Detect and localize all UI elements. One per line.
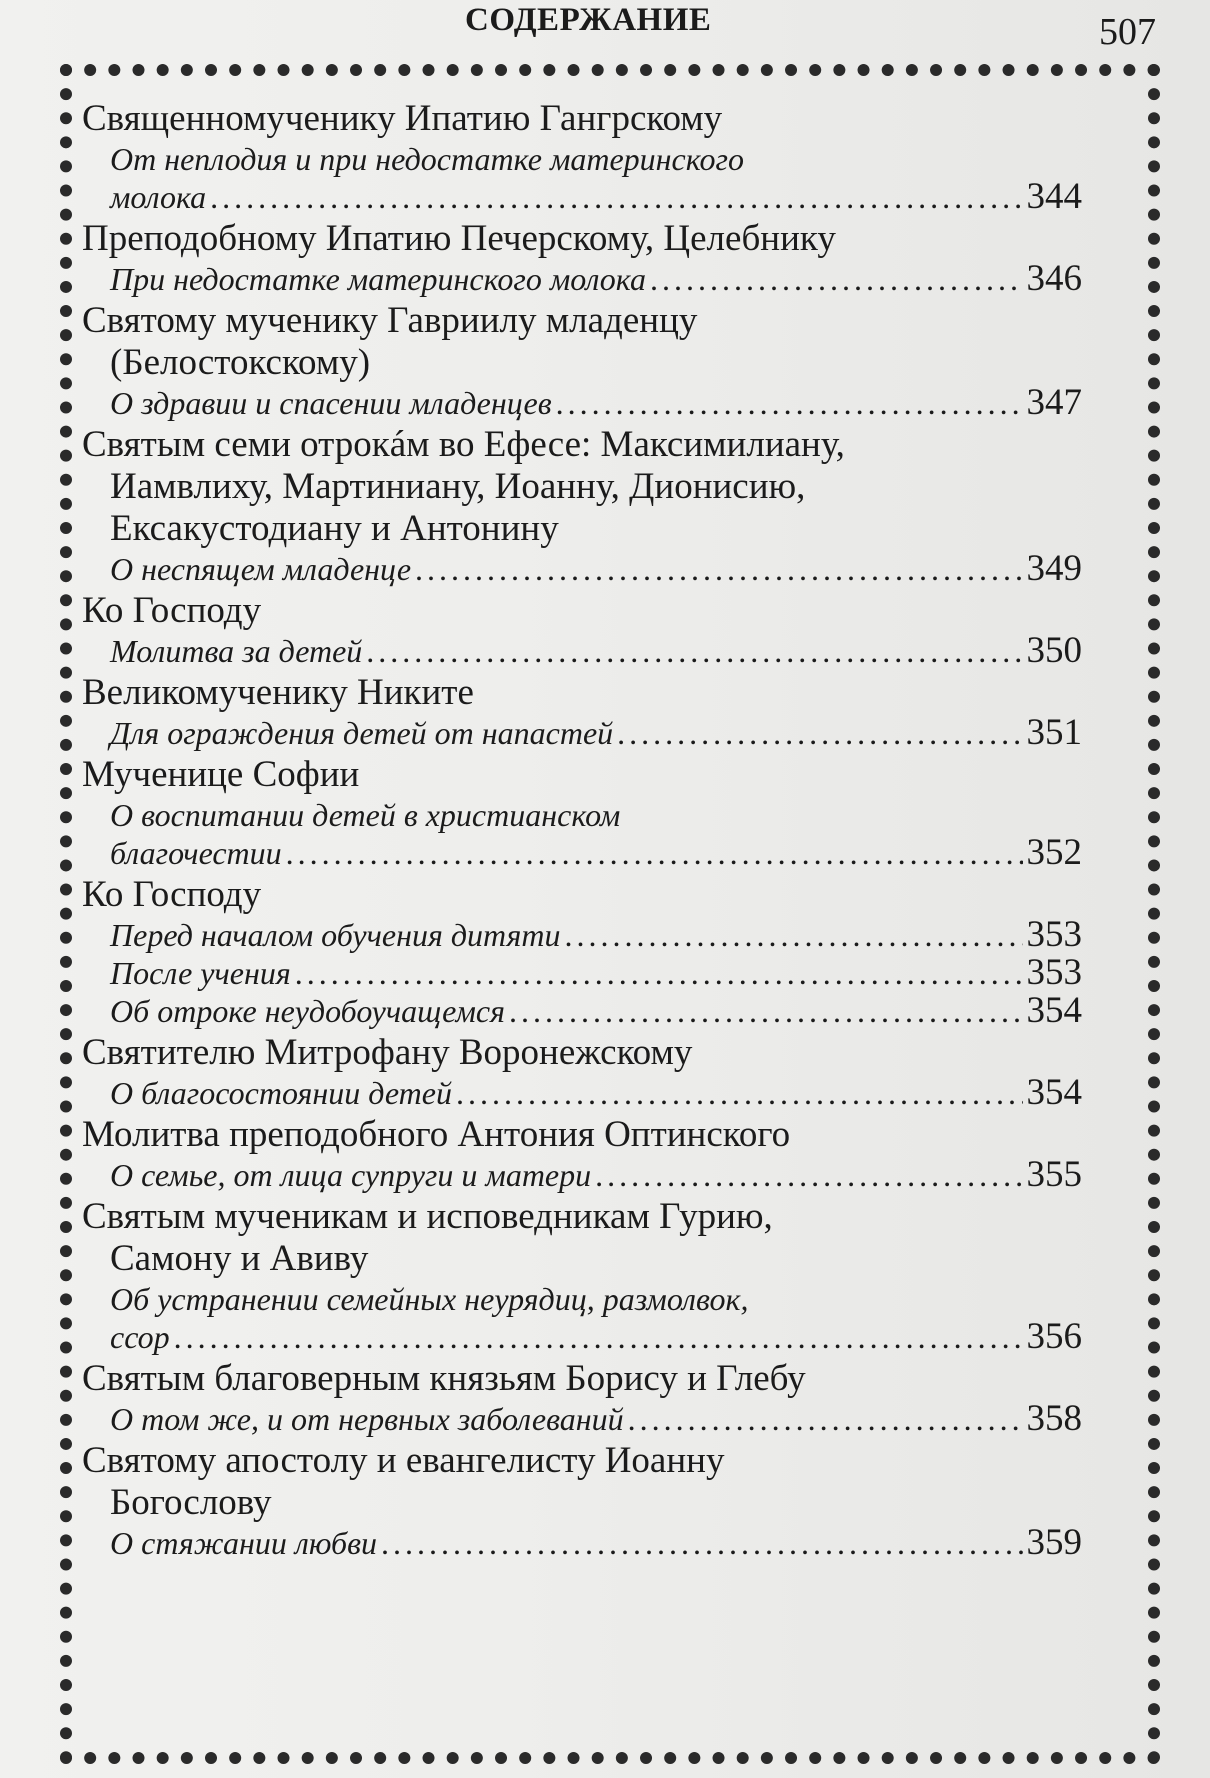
dot-leader [628, 1400, 1023, 1438]
toc-heading [82, 218, 1082, 260]
toc-heading-line: Молитва преподобного Антония Оптинского [82, 1114, 791, 1155]
toc-heading [82, 1358, 1082, 1400]
toc-heading [82, 424, 1082, 550]
toc-heading-line: Священномученику Ипатию Гангрскому [82, 98, 723, 139]
dot-leader [595, 1156, 1022, 1194]
dot-leader [456, 1074, 1023, 1112]
dot-leader [617, 714, 1022, 752]
toc-heading [82, 1196, 1082, 1280]
toc-item-page: 358 [1026, 1398, 1082, 1439]
toc-entry [82, 98, 1082, 216]
dot-leader [556, 384, 1023, 422]
toc-heading-line: Святым семи отрокáм во Ефесе: Максимилиану, [82, 424, 845, 465]
toc-item-text: Для ограждения детей от напастей [110, 715, 614, 751]
toc-item-page: 349 [1026, 548, 1082, 589]
toc-item-page: 352 [1026, 832, 1082, 873]
toc-item-text: О том же, и от нервных заболеваний [110, 1401, 624, 1437]
toc-item-text: благочестии [110, 835, 282, 871]
toc-heading-line: (Белостокскому) [110, 342, 371, 383]
dot-leader [174, 1318, 1023, 1356]
toc-entry [82, 754, 1082, 872]
toc-item-text-line: Об устранении семейных неурядиц, размолвок, [110, 1281, 749, 1317]
toc-heading-line: Ексакустодиану и Антонину [110, 508, 559, 549]
toc-heading-line: Преподобному Ипатию Печерскому, Целебнику [82, 218, 836, 259]
toc-item-page: 354 [1026, 990, 1082, 1031]
dot-leader [210, 178, 1022, 216]
toc-heading-line: Ко Господу [82, 874, 262, 915]
toc-entry [82, 672, 1082, 752]
table-of-contents [82, 96, 1082, 1562]
dot-leader [295, 954, 1023, 992]
toc-item-page: 353 [1026, 952, 1082, 993]
toc-item-page: 350 [1026, 630, 1082, 671]
toc-item-text: ссор [110, 1319, 170, 1355]
toc-heading-line: Святым мученикам и исповедникам Гурию, [82, 1196, 773, 1237]
toc-item [82, 1524, 1082, 1562]
toc-entry [82, 1196, 1082, 1356]
toc-item-page: 351 [1026, 712, 1082, 753]
toc-item-page: 354 [1026, 1072, 1082, 1113]
toc-entry [82, 1440, 1082, 1562]
toc-item-text: молока [110, 179, 207, 215]
toc-heading-line: Святому апостолу и евангелисту Иоанну [82, 1440, 725, 1481]
toc-item [82, 384, 1082, 422]
toc-item-text: О семье, от лица супруги и матери [110, 1157, 592, 1193]
toc-item-page: 347 [1026, 382, 1082, 423]
toc-heading [82, 98, 1082, 140]
toc-entry [82, 1114, 1082, 1194]
toc-item-page: 353 [1026, 914, 1082, 955]
toc-item-page: 344 [1026, 176, 1082, 217]
toc-heading-line: Самону и Авиву [110, 1238, 369, 1279]
dot-leader [509, 992, 1023, 1030]
toc-heading-line: Святому мученику Гавриилу младенцу [82, 300, 698, 341]
toc-item-text-line: От неплодия и при недостатке материнского [110, 141, 744, 177]
toc-item-page: 356 [1026, 1316, 1082, 1357]
toc-heading [82, 754, 1082, 796]
toc-heading [82, 590, 1082, 632]
toc-item-text: Перед началом обучения дитяти [110, 917, 561, 953]
toc-item [82, 632, 1082, 670]
toc-heading-line: Ко Господу [82, 590, 262, 631]
toc-heading [82, 672, 1082, 714]
toc-heading [82, 1032, 1082, 1074]
dot-leader [415, 550, 1022, 588]
toc-entry [82, 424, 1082, 588]
toc-heading [82, 1440, 1082, 1524]
toc-item-text: Молитва за детей [110, 633, 363, 669]
toc-item [82, 992, 1082, 1030]
toc-entry [82, 1358, 1082, 1438]
dot-leader [366, 632, 1022, 670]
toc-entry [82, 590, 1082, 670]
toc-item-text: О благосостоянии детей [110, 1075, 452, 1111]
toc-item-text: О стяжании любви [110, 1525, 377, 1561]
toc-item [82, 714, 1082, 752]
toc-entry [82, 300, 1082, 422]
toc-item [82, 834, 1082, 872]
dot-leader [565, 916, 1023, 954]
toc-item [82, 178, 1082, 216]
toc-item-text: О здравии и спасении младенцев [110, 385, 552, 421]
toc-item [82, 1074, 1082, 1112]
toc-item [82, 550, 1082, 588]
toc-item [82, 1156, 1082, 1194]
toc-entry [82, 874, 1082, 1030]
toc-heading-line: Мученице Софии [82, 754, 360, 795]
toc-item-page: 355 [1026, 1154, 1082, 1195]
toc-item-text: Об отроке неудобоучащемся [110, 993, 505, 1029]
dot-leader [286, 834, 1023, 872]
dot-leader [650, 260, 1023, 298]
toc-item [82, 954, 1082, 992]
toc-heading-line: Святителю Митрофану Воронежскому [82, 1032, 693, 1073]
toc-item [82, 260, 1082, 298]
toc-item-text: О неспящем младенце [110, 551, 412, 587]
toc-heading-line: Святым благоверным князьям Борису и Глебу [82, 1358, 806, 1399]
toc-heading [82, 1114, 1082, 1156]
page-number: 507 [1099, 11, 1156, 53]
toc-item-text: После учения [110, 955, 291, 991]
toc-item-text: При недостатке материнского молока [110, 261, 646, 297]
toc-heading [82, 300, 1082, 384]
toc-item [82, 1318, 1082, 1356]
toc-heading-line: Богослову [110, 1482, 272, 1523]
dot-leader [381, 1524, 1023, 1562]
toc-item-page: 346 [1026, 258, 1082, 299]
running-title: СОДЕРЖАНИЕ [465, 2, 712, 38]
toc-item [82, 1400, 1082, 1438]
toc-item-page: 359 [1026, 1522, 1082, 1563]
toc-item-text-line: О воспитании детей в христианском [110, 797, 621, 833]
toc-heading-line: Иамвлиху, Мартиниану, Иоанну, Дионисию, [110, 466, 806, 507]
page-header [0, 0, 1210, 62]
toc-entry [82, 1032, 1082, 1112]
toc-heading-line: Великомученику Никите [82, 672, 474, 713]
toc-heading [82, 874, 1082, 916]
toc-entry [82, 218, 1082, 298]
toc-item [82, 916, 1082, 954]
